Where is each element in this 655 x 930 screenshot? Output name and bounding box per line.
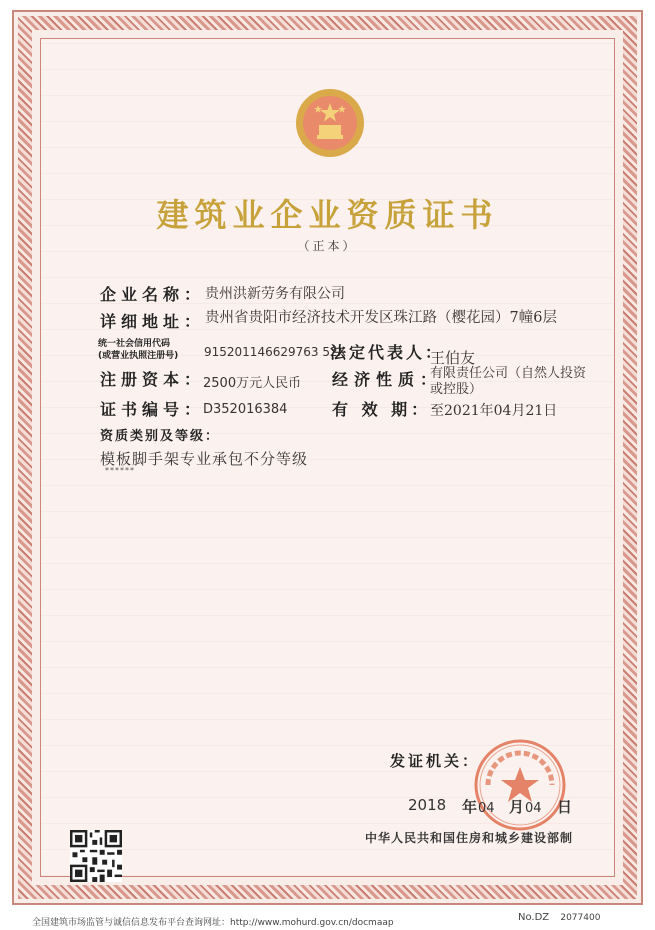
cert-no-label: 证书编号： xyxy=(100,400,206,419)
company-name-value: 贵州洪新劳务有限公司 xyxy=(205,286,345,302)
qualification-value: 模板脚手架专业承包不分等级 xyxy=(100,450,309,468)
issue-day: 04 xyxy=(525,801,542,816)
credit-code-value: 915201146629763 52X xyxy=(204,345,346,359)
serial-value: 2077400 xyxy=(560,913,601,923)
econ-type-label: 经济性质： xyxy=(332,370,443,389)
legal-rep-label: 法定代表人： xyxy=(330,343,445,362)
econ-type-value-1: 有限责任公司（自然人投资 xyxy=(430,366,587,381)
qualification-end-marker: ****** xyxy=(105,466,135,475)
credit-code-label-2: (或营业执照注册号) xyxy=(98,351,179,361)
issue-month: 04 xyxy=(478,801,495,816)
issue-year: 2018 xyxy=(408,796,447,814)
serial-prefix: No.DZ xyxy=(518,912,550,923)
capital-label: 注册资本： xyxy=(100,370,206,389)
legal-rep-value: 王伯友 xyxy=(430,349,476,367)
validity-label: 有 效 期： xyxy=(332,400,432,419)
query-url-text: 全国建筑市场监管与诚信信息发布平台查询网址：http://www.mohurd.gov.cn/docmaap xyxy=(32,918,394,928)
certificate-title: 建筑业企业资质证书 xyxy=(156,196,499,234)
certificate-subtitle: （正本） xyxy=(297,239,358,253)
econ-type-value-2: 或控股） xyxy=(430,382,483,397)
address-value: 贵州省贵阳市经济技术开发区珠江路（樱花园）7幢6层 xyxy=(205,310,557,326)
issuer-label: 发证机关： xyxy=(390,752,481,770)
issue-year-char: 年 xyxy=(462,798,478,816)
issue-day-char: 日 xyxy=(557,798,573,816)
issue-month-char: 月 xyxy=(509,798,525,816)
company-name-label: 企业名称： xyxy=(100,285,206,304)
validity-value: 至2021年04月21日 xyxy=(430,403,558,419)
national-emblem-icon xyxy=(290,85,370,165)
qualification-label: 资质类别及等级： xyxy=(100,429,221,444)
official-seal-icon xyxy=(470,735,573,835)
serial-number xyxy=(518,912,600,923)
issuing-department: 中华人民共和国住房和城乡建设部制 xyxy=(365,831,574,845)
qr-code-icon[interactable] xyxy=(70,830,122,882)
cert-no-value: D352016384 xyxy=(203,402,288,417)
capital-value: 2500万元人民币 xyxy=(203,376,302,391)
address-label: 详细地址： xyxy=(100,312,206,331)
credit-code-label-1: 统一社会信用代码 xyxy=(98,339,171,349)
